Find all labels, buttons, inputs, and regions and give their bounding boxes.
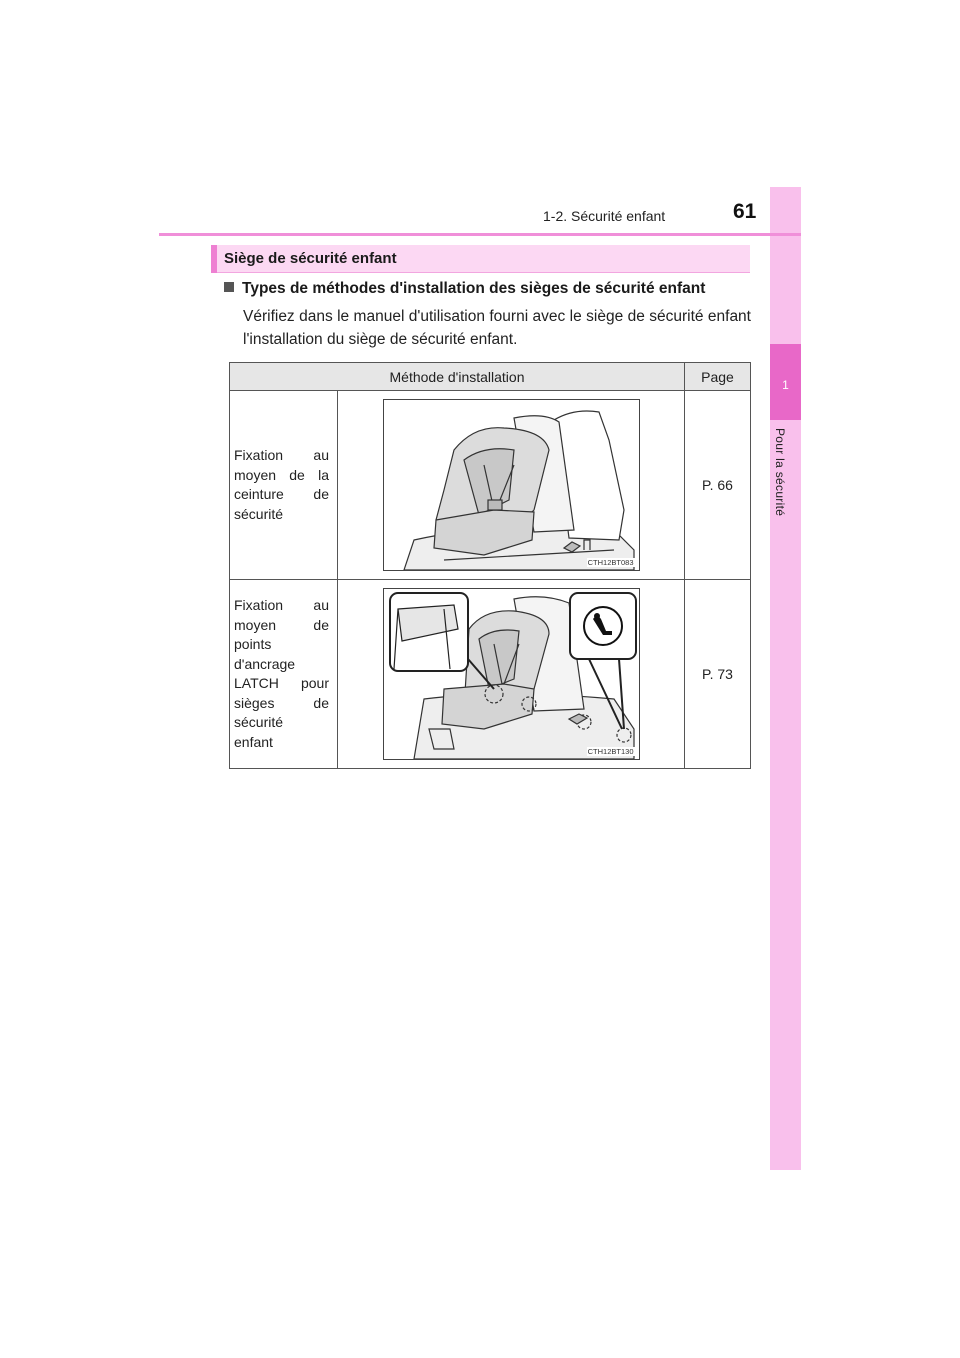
section-title: Siège de sécurité enfant xyxy=(224,250,397,267)
page-reference: P. 66 xyxy=(685,391,751,580)
table-header-row xyxy=(230,363,751,391)
method-line: enfant xyxy=(234,733,273,750)
page-reference: P. 73 xyxy=(685,580,751,769)
method-line: Fixation au xyxy=(234,597,329,613)
illustration-code: CTH12BT083 xyxy=(587,558,634,567)
table-row xyxy=(230,580,751,769)
square-bullet-icon xyxy=(224,282,234,292)
subsection-body: Vérifiez dans le manuel d'utilisation fourni avec le siège de sécurité enfant l'installation du siège de sécurité enfant. xyxy=(243,308,751,348)
subsection-heading-text: Types de méthodes d'installation des sièges de sécurité enfant xyxy=(242,280,706,297)
method-line: ceinture de xyxy=(234,486,329,502)
method-line: d'ancrage xyxy=(234,655,296,672)
method-line: moyen de la xyxy=(234,466,329,483)
table-row xyxy=(230,391,751,580)
column-header-page: Page xyxy=(685,363,751,391)
child-seat-latch-illustration-icon xyxy=(383,588,640,760)
illustration-cell xyxy=(338,391,685,580)
method-cell xyxy=(230,580,338,769)
chapter-number: 1 xyxy=(782,378,789,392)
method-line: Fixation au xyxy=(234,447,329,463)
method-line: sécurité xyxy=(234,505,284,522)
method-line: points xyxy=(234,636,272,652)
running-header-title: 1-2. Sécurité enfant xyxy=(543,208,666,224)
section-accent xyxy=(211,245,217,273)
method-line: LATCH pour xyxy=(234,675,329,691)
illustration-cell xyxy=(338,580,685,769)
page-number: 61 xyxy=(733,200,757,223)
method-line: sécurité xyxy=(234,714,284,730)
illustration-code: CTH12BT130 xyxy=(587,747,634,756)
column-header-method: Méthode d'installation xyxy=(230,363,685,391)
child-seat-belt-illustration-icon xyxy=(383,399,640,571)
chapter-side-tab xyxy=(770,187,801,1170)
section-heading-bar xyxy=(211,245,750,273)
subsection-heading xyxy=(224,280,705,298)
installation-methods-table xyxy=(229,362,751,769)
method-cell xyxy=(230,391,338,580)
chapter-label: Pour la sécurité xyxy=(773,428,787,517)
header-rule xyxy=(159,233,801,236)
method-line: sièges de xyxy=(234,694,329,711)
method-line: moyen de xyxy=(234,616,329,633)
